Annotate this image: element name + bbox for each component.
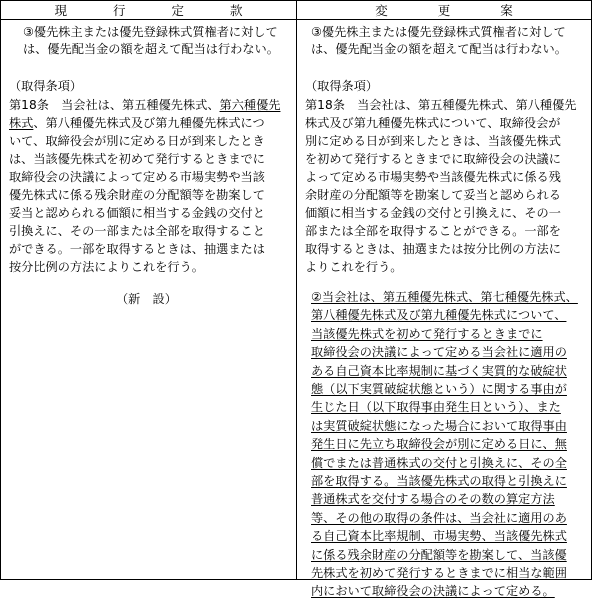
paragraph-3-line: ③優先株主または優先登録株式質権者に対して	[23, 25, 278, 39]
clause-heading: （取得条項）	[305, 79, 379, 93]
paragraph-2-line: 償でまたは普通株式の交付と引換えに、その全	[311, 455, 567, 470]
current-header	[1, 1, 297, 20]
article-18-line: 株式及び第九種優先株式について、取締役会が	[305, 116, 561, 130]
article-18-line: 余財産の分配額等を勘案して妥当と認められる	[305, 188, 561, 202]
paragraph-2-line: ある自己資本比率規制に基づく実質的な破綻状	[311, 363, 567, 378]
paragraph-2-line: 当該優先株式を初めて発行するときまでに	[311, 326, 543, 341]
paragraph-3-line: は、優先配当金の額を超えて配当は行わない。	[311, 42, 567, 56]
paragraph-2-line: 第八種優先株式及び第九種優先株式について、	[311, 308, 567, 323]
body-row	[1, 20, 592, 580]
article-18-line	[9, 258, 204, 276]
paragraph-2-line: 生じた日（以下取得事由発生日という）、また	[311, 400, 561, 415]
new-provision-note: （新 設）	[116, 292, 177, 306]
current-header-char: 定	[171, 3, 184, 18]
article-18-line	[9, 168, 265, 186]
paragraph-2-line: 等、その他の取得の条件は、当会社に適用のあ	[311, 510, 567, 525]
article-18-line	[9, 222, 265, 240]
article-18-line	[9, 150, 265, 168]
paragraph-2-line: ②当会社は、第五種優先株式、第七種優先株式、	[311, 290, 578, 304]
header-row	[1, 1, 592, 20]
underlined-text: 株式	[9, 116, 34, 130]
text-run: 按分比例の方法によりこれを行う。	[9, 260, 204, 274]
paragraph-2-line: 内において取締役会の決議によって定める。	[311, 584, 555, 599]
paragraph-2-line: に係る残余財産の分配額等を勘案して、当該優	[311, 547, 567, 562]
text-run: 取締役会の決議によって定める市場実勢や当該	[9, 170, 265, 184]
proposed-header-char: 案	[500, 3, 513, 18]
text-run: は、当該優先株式を初めて発行するときまでに	[9, 152, 265, 166]
text-run: 優先株式に係る残余財産の分配額等を勘案して	[9, 188, 265, 202]
current-header-char: 行	[112, 3, 126, 18]
article-18-line: よりこれを行う。	[305, 260, 403, 274]
proposed-column	[297, 20, 592, 599]
proposed-header-char: 変	[375, 3, 388, 18]
article-18-line: 価額に相当する金銭の交付と引換えに、その一	[305, 206, 561, 220]
current-header-char: 款	[229, 3, 243, 18]
proposed-header-char: 更	[437, 3, 451, 18]
article-18-line	[9, 204, 265, 222]
paragraph-2-line: る自己資本比率規制、市場実勢、当該優先株式	[311, 529, 567, 544]
paragraph-2-line: 取締役会の決議によって定める当会社に適用の	[311, 345, 567, 360]
paragraph-2-line: 先株式を初めて発行するときまでに相当な範囲	[311, 566, 567, 580]
text-run: 第18条 当会社は、第五種優先株式、	[9, 98, 220, 112]
text-run: 、第八種優先株式及び第九種優先株式につ	[33, 116, 265, 130]
paragraph-2-line: は実質破綻状態になった場合において取得事由	[311, 418, 567, 433]
paragraph-2-line: 態（以下実質破綻状態という）に関する事由が	[311, 382, 567, 396]
underlined-text: 第六種優先	[219, 98, 281, 112]
article-18-line: 第18条 当会社は、第五種優先株式、第八種優先	[305, 98, 577, 112]
text-run: 妥当と認められる価額に相当する金銭の交付と	[9, 206, 265, 220]
article-18-line	[9, 96, 280, 114]
article-18-line: 別に定める日が到来したときは、当該優先株式	[305, 134, 561, 148]
article-18-line: を初めて発行するときまでに取締役会の決議に	[305, 152, 561, 166]
article-18-line: よって定める市場実勢や当該優先株式に係る残	[305, 170, 561, 184]
text-run: いて、取締役会が別に定める日が到来したとき	[9, 134, 265, 148]
proposed-header	[297, 1, 592, 20]
text-run: 引換えに、その一部または全部を取得すること	[9, 224, 265, 238]
paragraph-2-line: 部を取得する。当該優先株式の取得と引換えに	[311, 474, 567, 488]
paragraph-2-line: 発生日に先立ち取締役会が別に定める日に、無	[311, 437, 567, 452]
text-run: ができる。一部を取得するときは、抽選または	[9, 242, 265, 256]
paragraph-3-line: ③優先株主または優先登録株式質権者に対して	[311, 25, 566, 39]
current-column	[1, 20, 297, 580]
paragraph-3-line: は、優先配当金の額を超えて配当は行わない。	[23, 42, 279, 56]
article-18-line: 取得するときは、抽選または按分比例の方法に	[305, 242, 561, 256]
article-18-line: 部または全部を取得することができる。一部を	[305, 224, 561, 238]
article-18-line	[9, 240, 265, 258]
article-18-line	[9, 132, 265, 150]
article-18-line	[9, 114, 265, 132]
current-header-char: 現	[54, 3, 67, 18]
clause-heading: （取得条項）	[9, 79, 83, 93]
paragraph-2-line: 普通株式を交付する場合のその数の算定方法	[311, 492, 555, 507]
article-18-line	[9, 186, 265, 204]
